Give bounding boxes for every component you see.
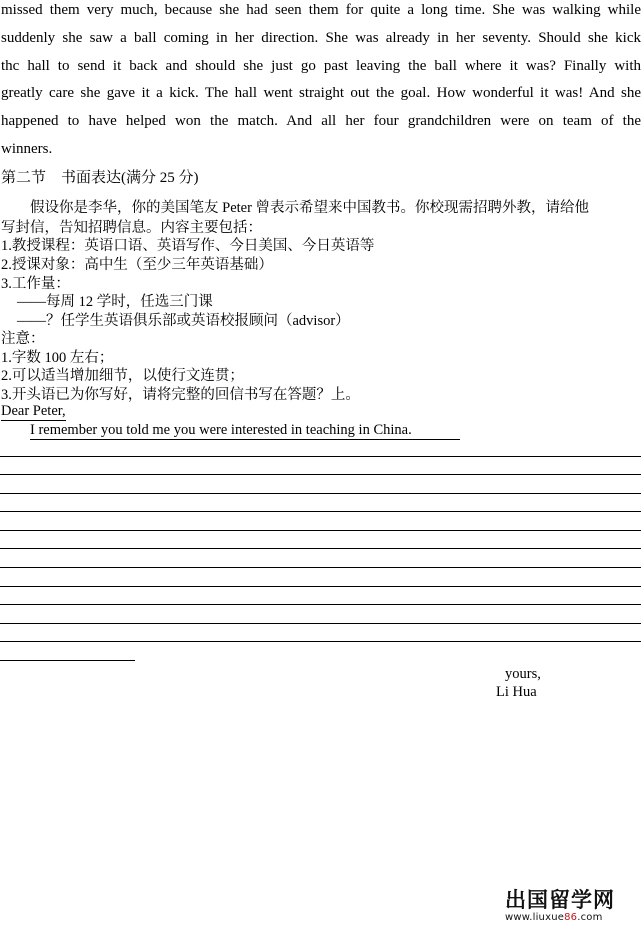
item-3b: ——？任学生英语俱乐部或英语校报顾问（advisor） bbox=[17, 313, 350, 329]
notes-label: 注意： bbox=[1, 331, 45, 347]
answer-line bbox=[0, 511, 641, 512]
answer-line bbox=[0, 604, 641, 605]
item-3a: ——每周 12 学时，任选三门课 bbox=[17, 294, 213, 310]
letter-opening: I remember you told me you were interested in teaching in China. bbox=[30, 422, 460, 440]
note-2: 2.可以适当增加细节，以使行文连贯； bbox=[1, 368, 244, 384]
passage-line-4: greatly care she gave it a kick. The hall went straight out the goal. How wonderful it was! And she bbox=[1, 85, 641, 102]
prompt-line-1: 假设你是李华，你的美国笔友 Peter 曾表示希望来中国教书。你校现需招聘外教，请给他 bbox=[30, 200, 590, 216]
answer-line bbox=[0, 567, 641, 568]
passage-line-6: winners. bbox=[1, 140, 53, 157]
note-3: 3.开头语已为你写好，请将完整的回信书写在答题？上。 bbox=[1, 387, 360, 403]
logo-brand: 出国留学网 bbox=[505, 888, 615, 912]
answer-line bbox=[0, 474, 641, 475]
section-heading: 第二节 书面表达(满分 25 分) bbox=[1, 170, 199, 186]
answer-line bbox=[0, 623, 641, 624]
answer-line bbox=[0, 548, 641, 549]
item-1: 1.教授课程：英语口语、英语写作、今日美国、今日英语等 bbox=[1, 238, 375, 254]
answer-line-short bbox=[0, 660, 135, 661]
passage-line-3: thc hall to send it back and should she just go past leaving the ball where it was? Finally with bbox=[1, 57, 641, 74]
answer-line bbox=[0, 456, 641, 457]
passage-line-5: happened to have helped won the match. And all her four grandchildren were on team of the bbox=[1, 113, 641, 130]
note-1: 1.字数 100 左右； bbox=[1, 350, 114, 366]
passage-line-2: suddenly she saw a ball coming in her direction. She was already in her seventy. Should she kick bbox=[1, 29, 641, 46]
passage-line-1: missed them very much, because she had seen them for quite a long time. She was walking while bbox=[1, 2, 641, 18]
answer-line bbox=[0, 641, 641, 642]
letter-greeting: Dear Peter, bbox=[1, 403, 66, 419]
letter-signature: Li Hua bbox=[496, 684, 537, 700]
item-2: 2.授课对象：高中生（至少三年英语基础） bbox=[1, 257, 273, 273]
passage bbox=[1, 0, 641, 164]
logo-url: www.liuxue86.com bbox=[505, 912, 603, 923]
site-logo bbox=[505, 888, 615, 924]
answer-line bbox=[0, 530, 641, 531]
answer-line bbox=[0, 493, 641, 494]
answer-line bbox=[0, 586, 641, 587]
letter-closing: yours, bbox=[505, 666, 541, 682]
prompt-line-2: 写封信，告知招聘信息。内容主要包括： bbox=[1, 220, 262, 236]
item-3: 3.工作量： bbox=[1, 276, 70, 292]
